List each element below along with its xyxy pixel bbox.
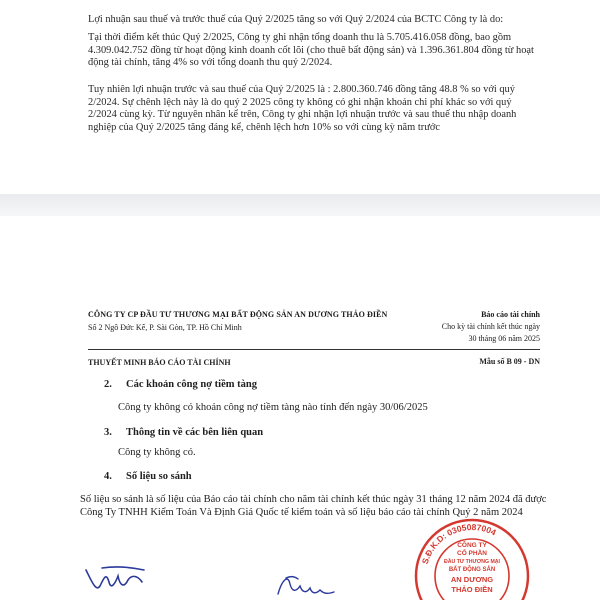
item-title-contingent-liabilities: Các khoản công nợ tiềm tàng xyxy=(126,379,257,390)
stamp-ring-text: S.Đ.K.D: 0305087004 xyxy=(419,521,498,566)
item-body-contingent-liabilities: Công ty không có khoản công nợ tiềm tàng nào tính đến ngày 30/06/2025 xyxy=(118,402,428,413)
section-title: THUYẾT MINH BÁO CÁO TÀI CHÍNH xyxy=(88,358,231,367)
profit-change-paragraph: Tuy nhiên lợi nhuận trước và sau thuế của Quý 2/2025 là : 2.800.360.746 đồng tăng 48.8 % so với quý 2/2024. Sự chênh lệch này là do quý 2 2025 công ty không có ghi nhận khoản chi phí khác so với quý 2/2024 cùng kỳ. Từ nguyên nhân kể trên, Công ty ghi nhận lợi nhuận trước và sau thuế thu nhập doanh nghiệp của Quý 2/2025 tăng đáng kể, chênh lệch hơn 10% so với cùng kỳ năm trước xyxy=(88,84,517,133)
stamp-line: CỔ PHẦN xyxy=(457,550,487,557)
company-stamp xyxy=(412,514,532,600)
item-body-related-parties: Công ty không có. xyxy=(118,447,196,458)
page-gap xyxy=(0,194,600,216)
item-number: 3. xyxy=(104,427,112,438)
item-number: 4. xyxy=(104,471,112,482)
stamp-line: ĐẦU TƯ THƯƠNG MẠI xyxy=(444,559,500,565)
report-period-label: Cho kỳ tài chính kết thúc ngày xyxy=(441,322,540,331)
stamp-line: AN DƯƠNG xyxy=(450,575,494,584)
form-code: Mẫu số B 09 - DN xyxy=(479,357,540,366)
company-name: CÔNG TY CP ĐẦU TƯ THƯƠNG MẠI BẤT ĐỘNG SẢN AN DƯƠNG THẢO ĐIỀN xyxy=(88,310,388,319)
item-title-related-parties: Thông tin về các bên liên quan xyxy=(126,427,264,438)
signature-stroke xyxy=(278,577,334,594)
report-period-date: 30 tháng 06 năm 2025 xyxy=(468,334,540,343)
item-number: 2. xyxy=(104,379,112,390)
revenue-paragraph: Tại thời điểm kết thúc Quý 2/2025, Công ty ghi nhận tổng doanh thu là 5.705.416.058 đồng, bao gồm 4.309.042.752 đồng từ hoạt động kinh doanh cốt lõi (cho thuê bất động sản) và 1.396.361.804 đồng từ hoạt động tài chính, tăng 4% so với tổng doanh thu quý 2/2024. xyxy=(88,32,534,69)
stamp-line: BẤT ĐỘNG SẢN xyxy=(448,567,496,573)
signature-stroke xyxy=(86,567,144,588)
profit-explanation-intro: Lợi nhuận sau thuế và trước thuế của Quý 2/2025 tăng so với Quý 2/2024 của BCTC Công ty là do: xyxy=(88,14,504,25)
signature-accountant xyxy=(272,570,342,600)
report-title: Báo cáo tài chính xyxy=(481,310,540,319)
item-title-comparative-figures: Số liệu so sánh xyxy=(126,471,192,482)
stamp-line: CÔNG TY xyxy=(457,542,487,549)
company-address: Số 2 Ngô Đức Kế, P. Sài Gòn, TP. Hồ Chí Minh xyxy=(88,323,242,332)
signature-preparer xyxy=(82,562,174,596)
header-divider xyxy=(88,349,540,350)
stamp-line: THẢO ĐIỀN xyxy=(451,585,493,594)
comparative-figures-text: Số liệu so sánh là số liệu của Báo cáo tài chính cho năm tài chính kết thúc ngày 31 tháng 12 năm 2024 đã được Công Ty TNHH Kiểm Toán Và Định Giá Quốc tế kiểm toán và số liệu báo cáo tài chính Quý 2 năm 2024 xyxy=(80,494,547,518)
